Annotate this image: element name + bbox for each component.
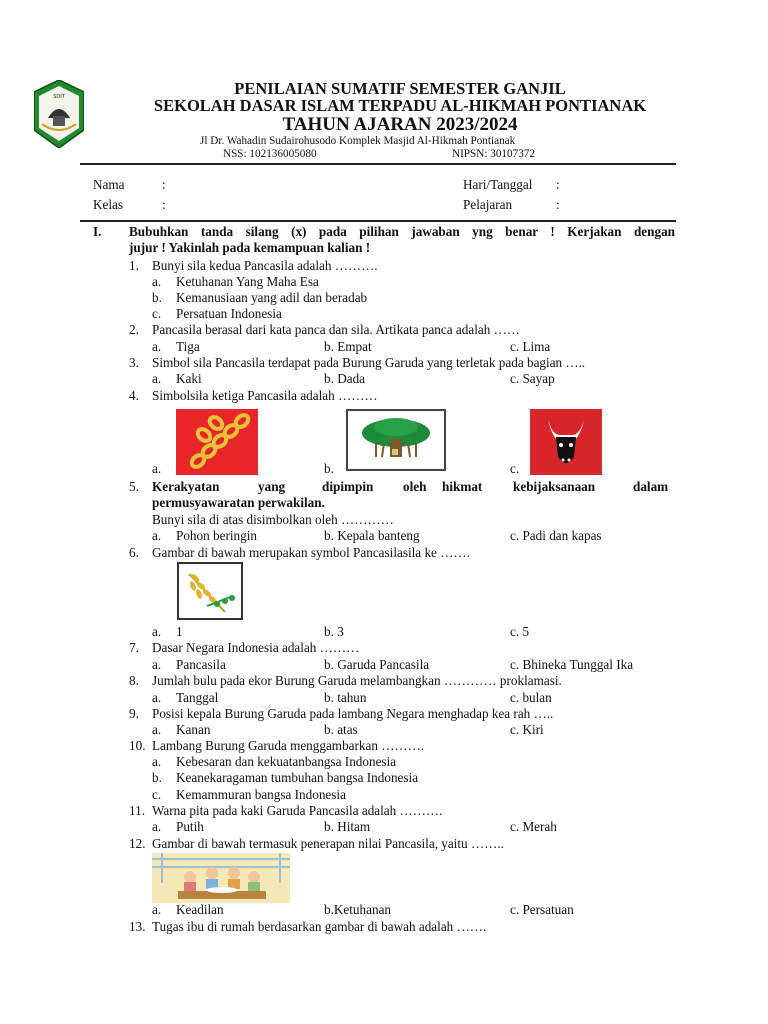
q8-a-letter[interactable]: a.	[152, 690, 162, 705]
colon-nama: :	[162, 177, 166, 192]
q12-b-option[interactable]: b.Ketuhanan	[324, 902, 392, 917]
q5-word-7: dalam	[633, 479, 669, 494]
q12-a-letter[interactable]: a.	[152, 902, 162, 917]
q7-a-letter[interactable]: a.	[152, 657, 162, 672]
q2-a-letter[interactable]: a.	[152, 339, 162, 354]
q8-c-option[interactable]: c. bulan	[510, 690, 552, 705]
q6-a-letter[interactable]: a.	[152, 624, 162, 639]
q6-b-option[interactable]: b. 3	[324, 624, 344, 639]
banyan-tree-symbol-image[interactable]	[346, 409, 446, 471]
q1-a-letter[interactable]: a.	[152, 274, 162, 289]
q2-text: Pancasila berasal dari kata panca dan sila. Artikata panca adalah ……	[152, 322, 520, 337]
q1-b-text[interactable]: Kemanusiaan yang adil dan beradab	[176, 290, 368, 305]
bull-head-symbol-image[interactable]	[530, 409, 602, 475]
q2-a-text[interactable]: Tiga	[176, 339, 200, 354]
q5-word-1: Kerakyatan	[152, 479, 220, 494]
q5-number: 5.	[129, 479, 139, 494]
q7-c-option[interactable]: c. Bhineka Tunggal Ika	[510, 657, 634, 672]
q11-c-option[interactable]: c. Merah	[510, 819, 557, 834]
q5-line-2: permusyawaratan perwakilan.	[152, 495, 325, 510]
q1-c-letter[interactable]: c.	[152, 306, 162, 321]
q5-word-2: yang	[258, 479, 286, 494]
colon-hari: :	[556, 177, 560, 192]
q11-text: Warna pita pada kaki Garuda Pancasila adalah ……….	[152, 803, 443, 818]
q10-c-letter[interactable]: c.	[152, 787, 162, 802]
label-kelas: Kelas	[93, 197, 124, 212]
title-year: TAHUN AJARAN 2023/2024	[282, 114, 518, 135]
q2-c-option[interactable]: c. Lima	[510, 339, 551, 354]
q5-word-4: oleh	[403, 479, 427, 494]
q9-b-option[interactable]: b. atas	[324, 722, 358, 737]
school-nss: NSS: 102136005080	[223, 148, 317, 160]
school-logo	[34, 80, 84, 148]
q12-text: Gambar di bawah termasuk penerapan nilai Pancasila, yaitu ……..	[152, 836, 504, 851]
label-pelajaran: Pelajaran	[463, 197, 513, 212]
q1-text: Bunyi sila kedua Pancasila adalah ……….	[152, 258, 378, 273]
q5-word-3: dipimpin	[322, 479, 374, 494]
q9-number: 9.	[129, 706, 139, 721]
q6-text: Gambar di bawah merupakan symbol Pancasilasila ke …….	[152, 545, 470, 560]
q11-b-option[interactable]: b. Hitam	[324, 819, 371, 834]
q3-number: 3.	[129, 355, 139, 370]
colon-kelas: :	[162, 197, 166, 212]
school-address: Jl Dr. Wahadin Sudairohusodo Komplek Masjid Al-Hikmah Pontianak	[200, 135, 516, 147]
q7-text: Dasar Negara Indonesia adalah ………	[152, 640, 360, 655]
q10-text: Lambang Burung Garuda menggambarkan ……….	[152, 738, 425, 753]
q4-a-letter[interactable]: a.	[152, 461, 162, 476]
q2-number: 2.	[129, 322, 139, 337]
q3-text: Simbol sila Pancasila terdapat pada Burung Garuda yang terletak pada bagian …..	[152, 355, 586, 370]
q4-text: Simbolsila ketiga Pancasila adalah ………	[152, 388, 378, 403]
q4-b-letter[interactable]: b.	[324, 461, 334, 476]
q5-line-3: Bunyi sila di atas disimbolkan oleh …………	[152, 512, 394, 527]
q11-number: 11.	[129, 803, 145, 818]
q6-a-text[interactable]: 1	[176, 624, 183, 639]
colon-pelajaran: :	[556, 197, 560, 212]
instruction-line-1: Bubuhkan tanda silang (x) pada pilihan jawaban yng benar ! Kerjakan dengan	[129, 224, 675, 239]
q10-b-letter[interactable]: b.	[152, 770, 162, 785]
q1-number: 1.	[129, 258, 139, 273]
rice-cotton-symbol-image	[177, 562, 243, 620]
logo-text: SDIT	[53, 94, 65, 100]
title-school: SEKOLAH DASAR ISLAM TERPADU AL-HIKMAH PONTIANAK	[153, 96, 647, 115]
q13-text: Tugas ibu di rumah berdasarkan gambar di bawah adalah …….	[152, 919, 487, 934]
q10-c-text[interactable]: Kemammuran bangsa Indonesia	[176, 787, 346, 802]
q12-a-text[interactable]: Keadilan	[176, 902, 224, 917]
q5-c-option[interactable]: c. Padi dan kapas	[510, 528, 602, 543]
q9-a-letter[interactable]: a.	[152, 722, 162, 737]
chain-symbol-image[interactable]	[176, 409, 258, 475]
label-hari-tanggal: Hari/Tanggal	[463, 177, 533, 192]
q2-b-option[interactable]: b. Empat	[324, 339, 372, 354]
q9-c-option[interactable]: c. Kiri	[510, 722, 544, 737]
q1-a-text[interactable]: Ketuhanan Yang Maha Esa	[176, 274, 319, 289]
instruction-line-2: jujur ! Yakinlah pada kemampuan kalian !	[129, 240, 371, 255]
q10-number: 10.	[129, 738, 146, 753]
q8-a-text[interactable]: Tanggal	[176, 690, 219, 705]
q6-number: 6.	[129, 545, 139, 560]
q10-a-letter[interactable]: a.	[152, 754, 162, 769]
q9-text: Posisi kepala Burung Garuda pada lambang Negara menghadap kea rah …..	[152, 706, 554, 721]
q8-number: 8.	[129, 673, 139, 688]
section-roman: I.	[93, 224, 102, 239]
q7-b-option[interactable]: b. Garuda Pancasila	[324, 657, 430, 672]
title-assessment: PENILAIAN SUMATIF SEMESTER GANJIL	[234, 79, 566, 98]
header-divider	[80, 163, 676, 165]
q3-c-option[interactable]: c. Sayap	[510, 371, 555, 386]
family-meal-illustration	[152, 853, 290, 903]
q10-b-text[interactable]: Keanekaragaman tumbuhan bangsa Indonesia	[176, 770, 419, 785]
q5-a-letter[interactable]: a.	[152, 528, 162, 543]
q6-c-option[interactable]: c. 5	[510, 624, 530, 639]
school-nipsn: NIPSN: 30107372	[452, 148, 535, 160]
q1-c-text[interactable]: Persatuan Indonesia	[176, 306, 282, 321]
q8-b-option[interactable]: b. tahun	[324, 690, 367, 705]
label-nama: Nama	[93, 177, 125, 192]
q12-number: 12.	[129, 836, 146, 851]
q12-c-option[interactable]: c. Persatuan	[510, 902, 574, 917]
q7-a-text[interactable]: Pancasila	[176, 657, 226, 672]
q4-c-letter[interactable]: c.	[510, 461, 520, 476]
q5-word-6: kebijaksanaan	[513, 479, 596, 494]
q3-b-option[interactable]: b. Dada	[324, 371, 366, 386]
q9-a-text[interactable]: Kanan	[176, 722, 211, 737]
q5-b-option[interactable]: b. Kepala banteng	[324, 528, 420, 543]
q5-word-5: hikmat	[442, 479, 483, 494]
q8-text: Jumlah bulu pada ekor Burung Garuda melambangkan ………… proklamasi.	[152, 673, 562, 688]
q3-a-text[interactable]: Kaki	[176, 371, 202, 386]
q7-number: 7.	[129, 640, 139, 655]
q5-a-text[interactable]: Pohon beringin	[176, 528, 257, 543]
q10-a-text[interactable]: Kebesaran dan kekuatanbangsa Indonesia	[176, 754, 397, 769]
q1-b-letter[interactable]: b.	[152, 290, 162, 305]
q11-a-letter[interactable]: a.	[152, 819, 162, 834]
q11-a-text[interactable]: Putih	[176, 819, 204, 834]
identity-divider	[80, 220, 676, 222]
q4-number: 4.	[129, 388, 139, 403]
q3-a-letter[interactable]: a.	[152, 371, 162, 386]
q13-number: 13.	[129, 919, 146, 934]
